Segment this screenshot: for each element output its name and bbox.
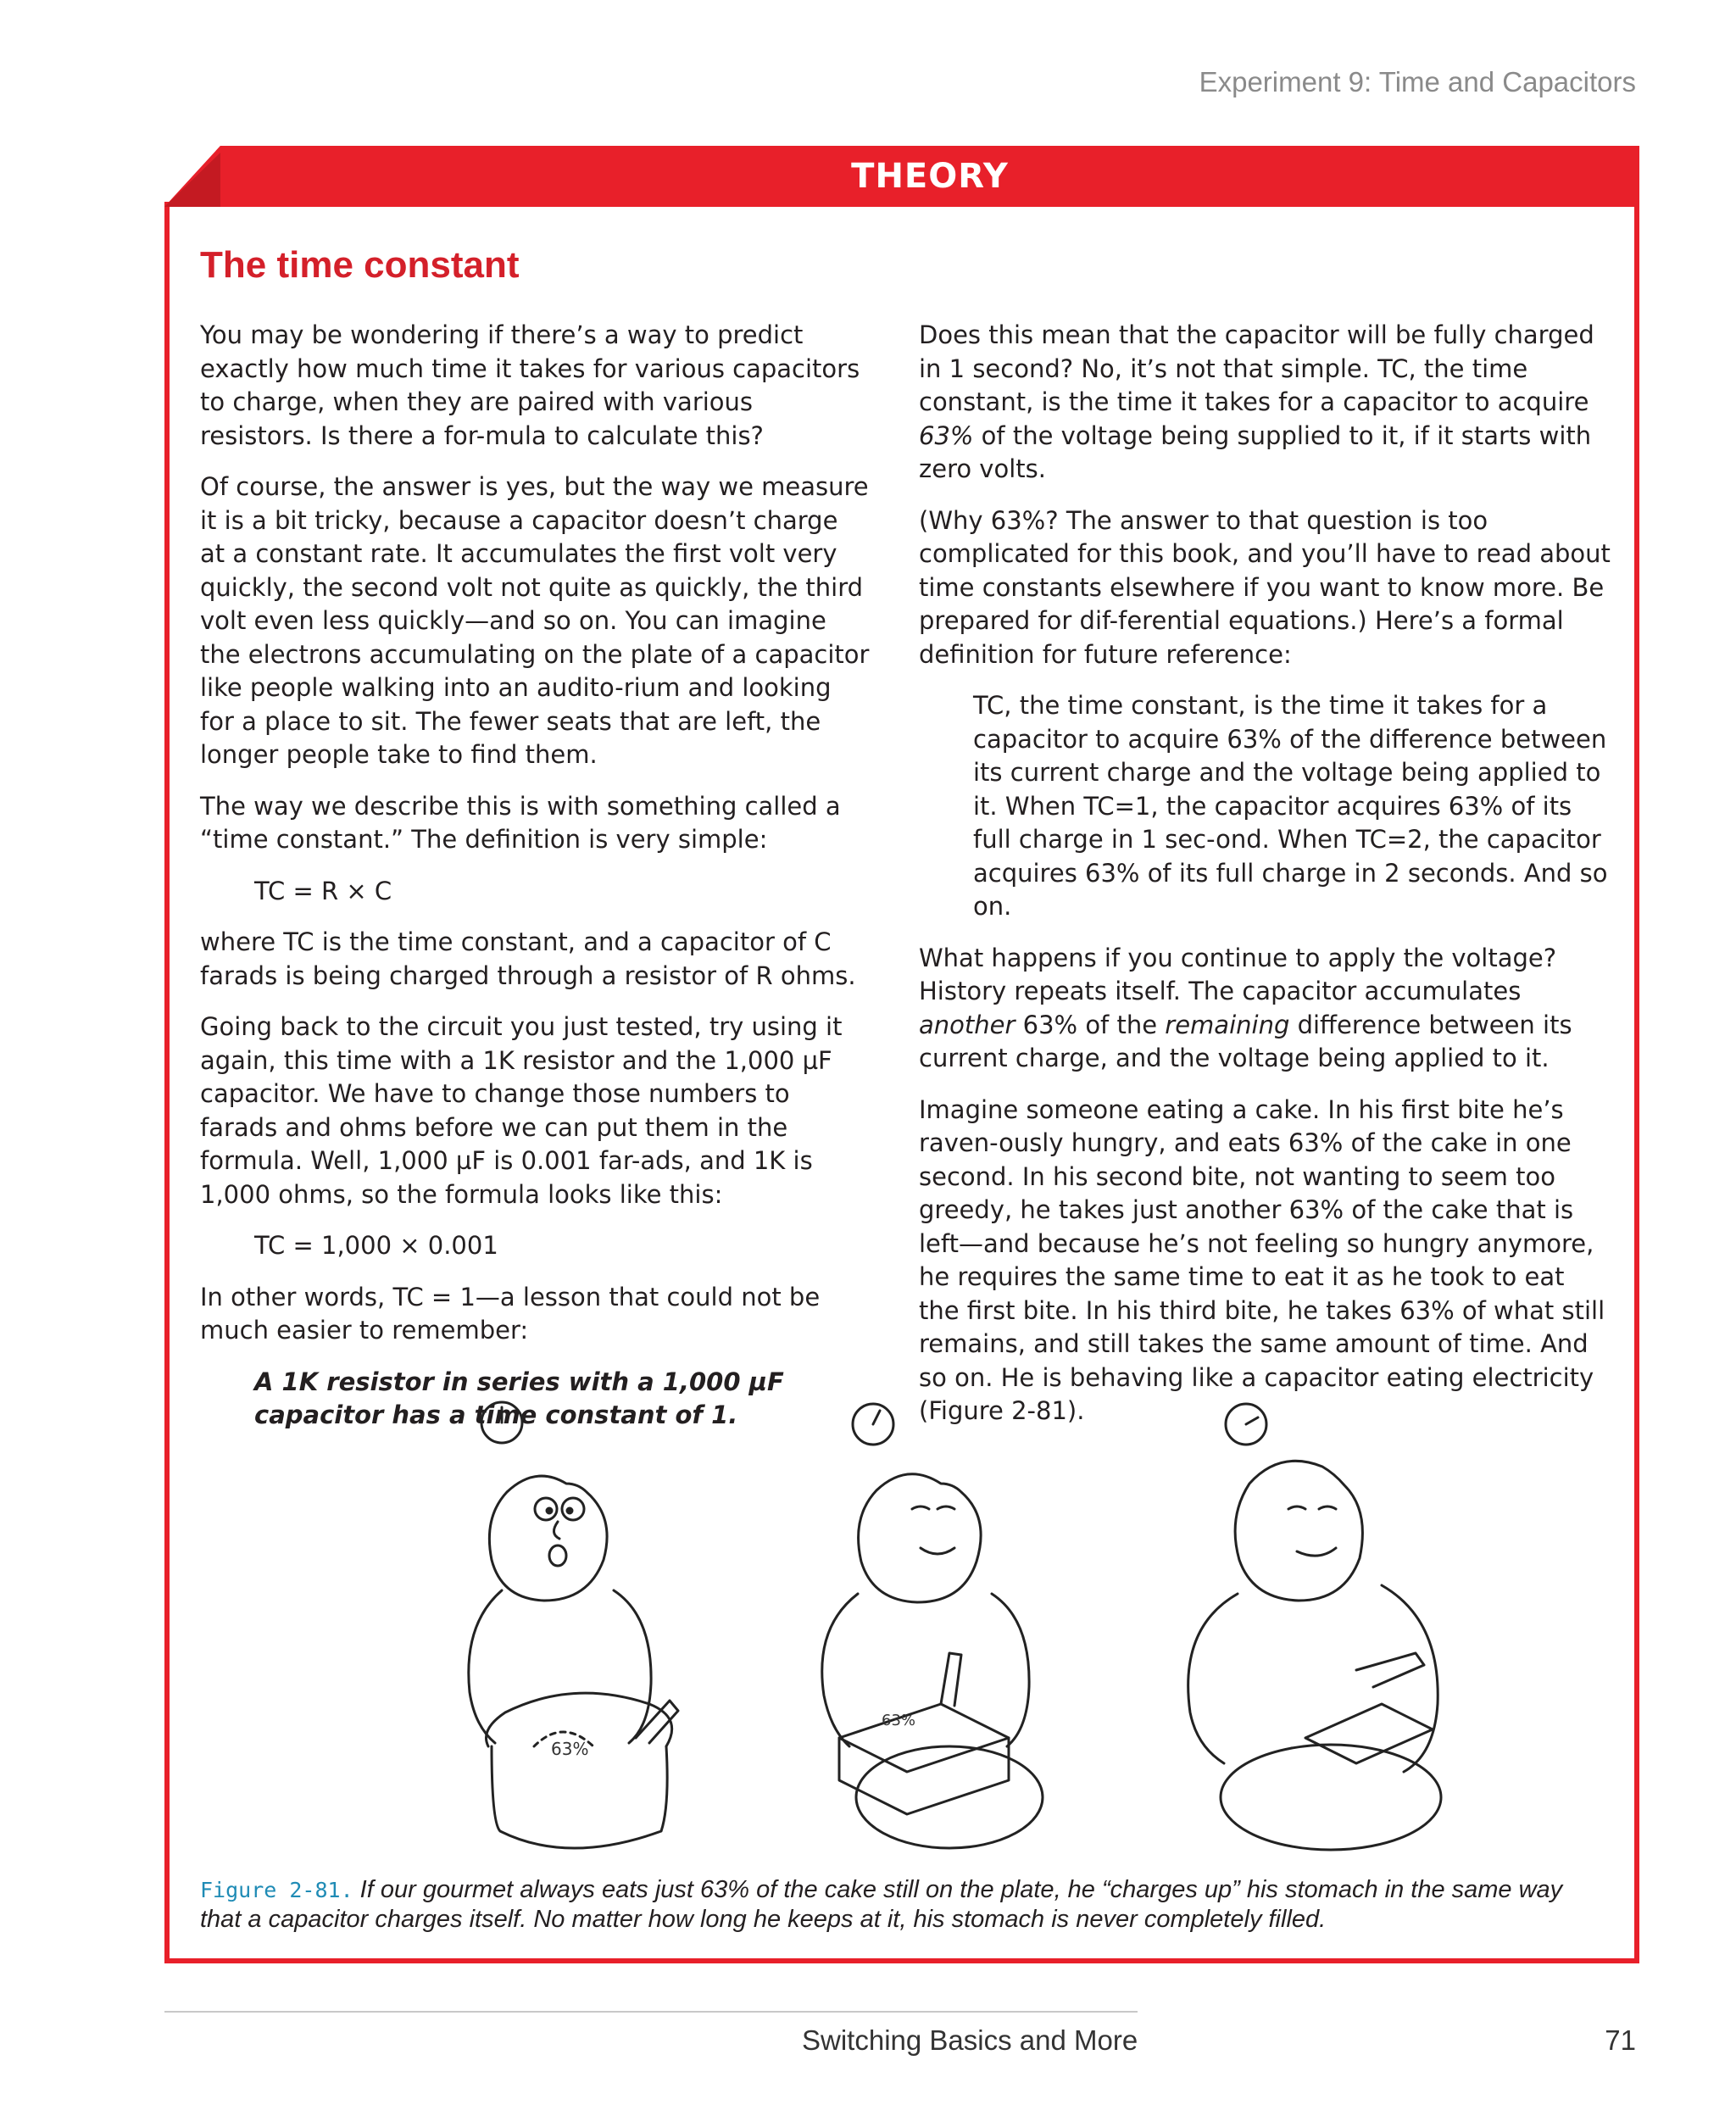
paragraph: Imagine someone eating a cake. In his first bite he’s raven-ously hungry, and eats 63% of the cake in one second. In his second bite, not wanting to seem too greedy, he takes just another 63% of the cake that is left—and because he’s not feeling so hungry anymore, he requires the same time to eat it as he took to eat the first bite. In his third bite, he takes 63% of what still remains, and still takes the same amount of time. And so on. He is behaving like a capacitor eating electricity (Figure 2-81). — [919, 1094, 1605, 1425]
paragraph: Of course, the answer is yes, but the way we measure it is a bit tricky, because a capacitor doesn’t charge at a constant rate. It accumulates the first volt very quickly, the second volt not quite as quickly, the third volt even less quickly—and so on. You can imagine the electrons accumulating on the plate of a capacitor like people walking into an audito-rium and looking for a place to sit. The fewer seats that are left, the longer people take to find them. — [200, 472, 870, 769]
definition: TC, the time constant, is the time it takes for a capacitor to acquire 63% of the difference between its current charge and the voltage being applied to it. When TC=1, the capacitor acquires 63% of its full charge in 1 sec-ond. When TC=2, the capacitor acquires 63% of its full charge in 2 seconds. And so on. — [973, 691, 1608, 921]
cake-eating-illustration — [458, 1382, 1644, 1857]
paragraph: You may be wondering if there’s a way to predict exactly how much time it takes for various capacitors to charge, when they are paired with various resistors. Is there a for-mula to calculate this? — [200, 320, 860, 450]
figure-label: Figure 2-81. — [200, 1878, 353, 1902]
theory-banner: THEORY — [220, 146, 1639, 207]
cake-label-63: 63% — [882, 1712, 916, 1729]
text-span: difference between its current charge, and the voltage being applied to it. — [919, 1010, 1572, 1072]
caption-text: If our gourmet always eats just 63% of the cake still on the plate, he “charges up” his stomach in the same way that a capacitor charges itself. No matter how long he keeps at it, his stomach is never completely filled. — [200, 1876, 1563, 1933]
left-column — [200, 319, 870, 1451]
text-span: of the voltage being supplied to it, if it starts with zero volts. — [919, 420, 1592, 483]
footer-book-title: Switching Basics and More — [802, 2024, 1138, 2056]
section-title: The time constant — [200, 244, 520, 286]
figure-caption — [200, 1875, 1607, 1935]
theory-corner-tab — [164, 146, 220, 207]
formula: TC = R × C — [254, 876, 392, 905]
paragraph — [919, 319, 1612, 487]
text-span: 63% of the — [1015, 1010, 1166, 1039]
paragraph: where TC is the time constant, and a capacitor of C farads is being charged through a resistor of R ohms. — [200, 927, 856, 990]
italic-text: remaining — [1165, 1010, 1290, 1039]
paragraph: In other words, TC = 1—a lesson that could not be much easier to remember: — [200, 1282, 821, 1345]
emphasis-statement: A 1K resistor in series with a 1,000 µF capacitor has a time constant of 1. — [254, 1367, 784, 1429]
paragraph: Going back to the circuit you just tested, try using it again, this time with a 1K resistor and the 1,000 µF capacitor. We have to change those numbers to farads and ohms before we can put them in the formula. Well, 1,000 µF is 0.001 far-ads, and 1K is 1,000 ohms, so the formula looks like this: — [200, 1012, 843, 1209]
paragraph — [919, 942, 1612, 1076]
italic-text: another — [919, 1010, 1015, 1039]
footer-rule — [164, 2011, 1138, 2013]
hungry-man-first-bite — [469, 1402, 678, 1848]
right-column — [919, 319, 1612, 1446]
text-span: Does this mean that the capacitor will be fully charged in 1 second? No, it’s not that simple. TC, the time constant, is the time it takes for a capacitor to acquire — [919, 320, 1594, 416]
paragraph: The way we describe this is with something called a “time constant.” The definition is very simple: — [200, 791, 841, 854]
cake-label-63: 63% — [551, 1739, 589, 1759]
formula: TC = 1,000 × 0.001 — [254, 1231, 498, 1260]
man-third-bite — [1188, 1404, 1441, 1850]
running-head: Experiment 9: Time and Capacitors — [1199, 66, 1636, 97]
paragraph: (Why 63%? The answer to that question is too complicated for this book, and you’ll have to read about time constants elsewhere if you want to know more. Be prepared for dif-ferential equations.) Here’s a formal definition for future reference: — [919, 505, 1611, 669]
page-number: 71 — [1605, 2024, 1636, 2056]
man-second-bite — [822, 1404, 1043, 1848]
italic-text: 63% — [919, 420, 974, 450]
text-span: What happens if you continue to apply the voltage? History repeats itself. The capacitor accumulates — [919, 943, 1557, 1005]
